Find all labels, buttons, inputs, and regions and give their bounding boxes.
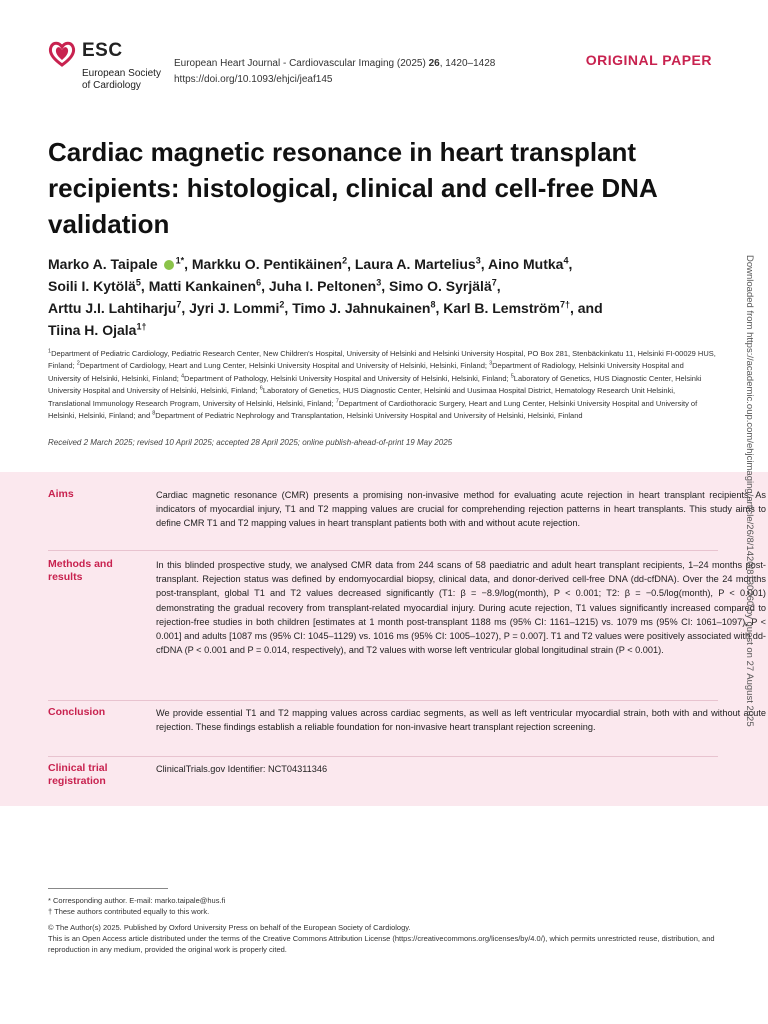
author-sup: 7 <box>491 277 497 288</box>
author-name[interactable]: Karl B. Lemström <box>443 300 560 316</box>
logo-text: ESC <box>82 40 123 61</box>
author-list: Marko A. Taipale $^{1*}$, Markku O. Pentikäinen$^2$, Laura A. Martelius$^3$, Aino Mutka$^4$, Soili I. Kytölä$^5$, Matti Kankainen$^6$, Juha I. Peltonen$^3$, Simo O. Syrjälä$^7$, Arttu J.I. Lahtiharju$^7$, Jyri J. Lommi$^2$, Timo J. Jahnukainen$^8$, Karl B. Lemström$^{7\dagger}$, and Tiina H. Ojala$^{1\dagger}$ <box>48 255 603 338</box>
license-notice: This is an Open Access article distributed under the terms of the Creative Commons Attribution License (https://creativecommons.org/licenses/by/4.0/), which permits unrestricted reuse, distribution, and reproduction in any medium, provided the original work is properly cited. <box>48 934 715 954</box>
corresponding-author: * Corresponding author. E-mail: marko.taipale@hus.fi <box>48 896 226 905</box>
author-sup: 3 <box>475 255 481 266</box>
download-sidebar <box>745 255 755 995</box>
aims-label: Aims <box>48 488 74 500</box>
journal-citation <box>174 56 495 88</box>
affiliation: Department of Pathology, Helsinki University Hospital and University of Helsinki, Helsinki, Finland; <box>184 373 509 383</box>
structured-abstract <box>0 472 768 806</box>
heart-logo-icon <box>48 40 76 68</box>
footnote-rule <box>48 888 168 889</box>
affiliation: Department of Pediatric Nephrology and Transplantation, Helsinki University Hospital and University of Helsinki, Helsinki, Finland <box>155 411 583 421</box>
author-name[interactable]: Timo J. Jahnukainen <box>292 300 431 316</box>
download-note: Downloaded from https://academic.oup.com/ehjcimaging/article/26/8/1420/8130260 by guest on 27 August 2025 <box>744 255 755 727</box>
author-name[interactable]: Tiina H. Ojala <box>48 322 137 338</box>
affiliation: Department of Cardiothoracic Surgery, Heart and Lung Center, Helsinki University Hospital and University of Helsinki, Helsinki, Finland; and <box>48 398 698 421</box>
affiliation: Laboratory of Genetics, HUS Diagnostic Center, Helsinki and Uusimaa Hospital District, Hematology Research Unit Helsinki, Translational Immunology Research Program, University of Helsinki, Helsinki, Finland; <box>48 386 676 408</box>
author-sup: 1† <box>136 321 147 332</box>
author-name[interactable]: Jyri J. Lommi <box>189 300 280 316</box>
author-sup: 8 <box>430 299 436 310</box>
doi-link[interactable]: https://doi.org/10.1093/ehjci/jeaf145 <box>174 74 333 85</box>
author-sup: 7† <box>559 299 570 310</box>
abstract-divider <box>48 550 718 551</box>
publication-dates: Received 2 March 2025; revised 10 April 2025; accepted 28 April 2025; online publish-ahead-of-print 19 May 2025 <box>48 438 453 447</box>
author-sup: 4 <box>563 255 569 266</box>
equal-contribution-note: † These authors contributed equally to this work. <box>48 907 210 916</box>
methods-label: Methods and results <box>48 558 113 583</box>
aims-text: Cardiac magnetic resonance (CMR) presents a promising non-invasive method for evaluating acute rejection in heart transplant recipients. As indicators of myocardial injury, T1 and T2 mapping values are crucial for comprehending rejection patterns in heart transplants. This study aims to define CMR T1 and T2 mapping values in heart transplant patients both with and without acute rejection. <box>156 490 766 529</box>
author-name[interactable]: Soili I. Kytölä <box>48 278 136 294</box>
trial-text[interactable]: ClinicalTrials.gov Identifier: NCT04311346 <box>156 764 328 774</box>
conclusion-label: Conclusion <box>48 706 106 718</box>
author-name[interactable]: Laura A. Martelius <box>354 256 476 272</box>
author-sup: 1* <box>175 255 185 266</box>
conclusion-text: We provide essential T1 and T2 mapping values across cardiac segments, as well as left ventricular myocardial strain, both with and without acute rejection. These findings establish a reliable foundation for non-invasive heart transplant rejection screening. <box>156 708 766 733</box>
affiliation: Laboratory of Genetics, HUS Diagnostic Center, Helsinki University Hospital and University of Helsinki, Helsinki, Finland; <box>48 373 702 396</box>
author-sup: 7 <box>176 299 182 310</box>
affiliation: Department of Pediatric Cardiology, Pediatric Research Center, New Children's Hospital, University of Helsinki and Helsinki University Hospital, PO Box 281, Stenbäckinkatu 11, Helsinki FI-00029 HUS, Finland; <box>48 349 716 371</box>
article-type-badge: ORIGINAL PAPER <box>585 52 712 68</box>
copyright-notice: © The Author(s) 2025. Published by Oxford University Press on behalf of the European Society of Cardiology. <box>48 923 411 932</box>
affiliation: Department of Radiology, Helsinki University Hospital and University of Helsinki, Helsinki, Finland; <box>48 361 684 383</box>
affiliations: $^1$Department of Pediatric Cardiology, Pediatric Research Center, New Children's Hospital, University of Helsinki and Helsinki University Hospital, PO Box 281, Stenbäckinkatu 11, Helsinki FI-00029 HUS, Finland; $^2$Department of Cardiology, Heart and Lung Center, Helsinki University Hospital and University of Helsinki, Helsinki, Finland; $^3$Department of Radiology, Helsinki University Hospital and University of Helsinki, Helsinki, Finland; $^4$Department of Pathology, Helsinki University Hospital and University of Helsinki, Helsinki, Finland; $^5$Laboratory of Genetics, HUS Diagnostic Center, Helsinki University Hospital and University of Helsinki, Helsinki, Finland; $^6$Laboratory of Genetics, HUS Diagnostic Center, Helsinki and Uusimaa Hospital District, Hematology Research Unit Helsinki, Translational Immunology Research Program, University of Helsinki, Helsinki, Finland; $^7$Department of Cardiothoracic Surgery, Heart and Lung Center, Helsinki University Hospital and University of Helsinki, Helsinki, Finland; and $^8$Department of Pediatric Nephrology and Transplantation, Helsinki University Hospital and University of Helsinki, Helsinki, Finland <box>48 348 716 421</box>
author-sup: 2 <box>342 255 348 266</box>
methods-text: In this blinded prospective study, we analysed CMR data from 244 scans of 58 paediatric and adult heart transplant recipients, 1–24 months post-transplant. Rejection status was defined by endomyocardial biopsy, clinical data, and donor-derived cell-free DNA (dd-cfDNA). Over the 24 months post-transplant, global T1 and T2 values decreased significantly (T1: β = −8.9/log(month), P < 0.001; T2: β = −0.5/log(month), P < 0.001) demonstrating the gradual recovery from transplant-related myocardial injury. During acute rejection, T1 values significantly increased compared to rejection-free studies in both children [estimates at 1 month post-transplant 1188 ms (95% CI: 1161–1215) vs. 1079 ms (95% CI: 1061–1097), P < 0.001] and adults [1087 ms (95% CI: 1045–1129) vs. 1016 ms (95% CI: 1005–1027), P = 0.007]. T1 and T2 values were positively associated with dd-cfDNA (P < 0.001 and P = 0.014, respectively), and T2 values with worse left ventricular global longitudinal strain (P < 0.001). <box>156 560 766 656</box>
esc-logo <box>48 38 161 94</box>
author-sup: 2 <box>279 299 285 310</box>
author-name[interactable]: Juha I. Peltonen <box>268 278 377 294</box>
journal-pages: , 1420–1428 <box>439 58 496 69</box>
author-name[interactable]: Simo O. Syrjälä <box>389 278 492 294</box>
author-name[interactable]: Arttu J.I. Lahtiharju <box>48 300 177 316</box>
affiliation: Department of Cardiology, Heart and Lung Center, Helsinki University Hospital and University of Helsinki, Helsinki, Finland; <box>79 361 487 371</box>
abstract-divider <box>48 756 718 757</box>
society-name: European Society of Cardiology <box>82 68 161 91</box>
article-title: Cardiac magnetic resonance in heart transplant recipients: histological, clinical and cell-free DNA validation <box>48 137 657 239</box>
author-name[interactable]: Matti Kankainen <box>148 278 257 294</box>
author-sup: 6 <box>256 277 262 288</box>
abstract-divider <box>48 700 718 701</box>
orcid-icon[interactable] <box>164 260 174 270</box>
author-sup: 5 <box>135 277 141 288</box>
author-name[interactable]: Marko A. Taipale <box>48 256 158 272</box>
author-sup: 3 <box>376 277 382 288</box>
journal-volume: 26 <box>428 58 440 69</box>
author-name[interactable]: Markku O. Pentikäinen <box>191 256 343 272</box>
author-name[interactable]: Aino Mutka <box>488 256 564 272</box>
journal-name: European Heart Journal - Cardiovascular Imaging (2025) <box>174 58 426 69</box>
trial-label: Clinical trial registration <box>48 762 108 787</box>
